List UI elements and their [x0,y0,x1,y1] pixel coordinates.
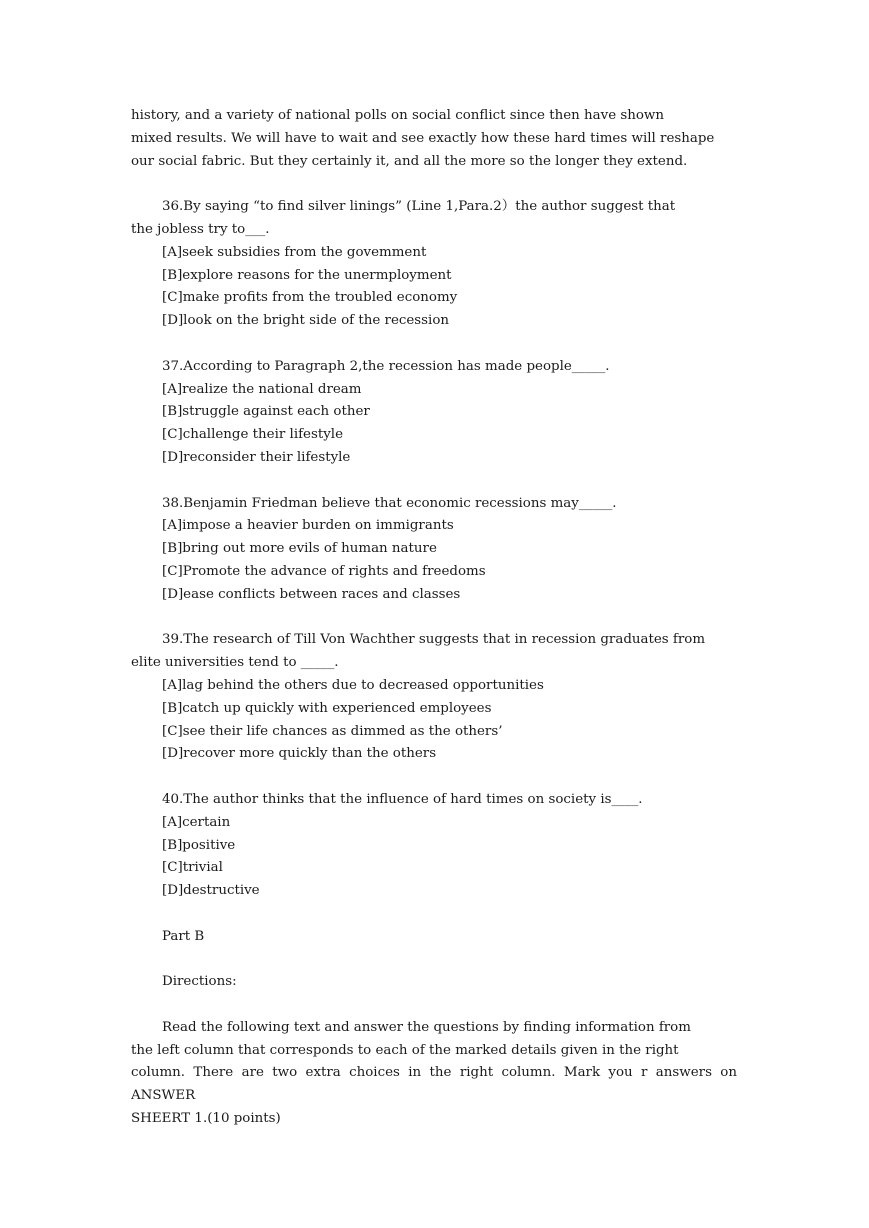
option-a: [A]seek subsidies from the govemment [162,244,427,260]
option-a: [A]lag behind the others due to decreased opportunities [162,677,544,693]
option-b: [B]bring out more evils of human nature [162,541,437,557]
option-d: [D]look on the bright side of the recession [162,313,450,329]
option-a: [A]certain [162,814,231,830]
text-line: SHEERT 1.(10 points) [131,1111,281,1127]
question-stem: 37.According to Paragraph 2,the recession has made people_____. [162,358,610,374]
question-stem [131,629,737,675]
text-line: 39.The research of Till Von Wachther suggests that in recession graduates from [162,632,706,648]
text-line: column. There are two extra choices in the right column. Mark you r answers on ANSWER [131,1065,737,1104]
question-38 [131,493,737,607]
question-37 [131,356,737,470]
intro-paragraph [131,105,737,173]
option-b: [B]positive [162,837,236,853]
option-a: [A]realize the national dream [162,381,362,397]
option-b: [B]catch up quickly with experienced employees [162,700,492,716]
question-stem: 38.Benjamin Friedman believe that economic recessions may_____. [162,495,617,511]
option-d: [D]reconsider their lifestyle [162,449,351,465]
option-b: [B]struggle against each other [162,404,370,420]
option-c: [C]make profits from the troubled economy [162,290,458,306]
part-b-title: Part B [162,928,205,944]
option-b: [B]explore reasons for the unermployment [162,267,452,283]
option-c: [C]Promote the advance of rights and freedoms [162,563,486,579]
text-line: history, and a variety of national polls on social conflict since then have shown [131,108,665,123]
text-line: elite universities tend to _____. [131,655,339,671]
option-d: [D]ease conflicts between races and classes [162,586,461,602]
text-line: Read the following text and answer the questions by finding information from [162,1019,691,1035]
question-39 [131,629,737,766]
text-line: 36.By saying “to find silver linings” (Line 1,Para.2）the author suggest that [162,199,676,215]
question-stem: 40.The author thinks that the influence of hard times on society is____. [162,791,643,807]
option-d: [D]recover more quickly than the others [162,746,437,762]
text-line: mixed results. We will have to wait and see exactly how these hard times will reshape [131,130,715,146]
option-a: [A]impose a heavier burden on immigrants [162,518,454,534]
text-line: the left column that corresponds to each of the marked details given in the right [131,1042,679,1058]
text-line: our social fabric. But they certainly it, and all the more so the longer they extend. [131,153,688,169]
option-c: [C]see their life chances as dimmed as the others’ [162,723,503,739]
question-40 [131,789,737,903]
option-c: [C]trivial [162,860,223,876]
question-36 [131,196,737,333]
option-c: [C]challenge their lifestyle [162,427,344,443]
document-page [131,105,737,1131]
option-d: [D]destructive [162,883,260,899]
question-stem [131,196,737,242]
text-line: the jobless try to___. [131,221,270,237]
part-b-instructions [131,1017,737,1131]
directions-label: Directions: [162,974,237,990]
